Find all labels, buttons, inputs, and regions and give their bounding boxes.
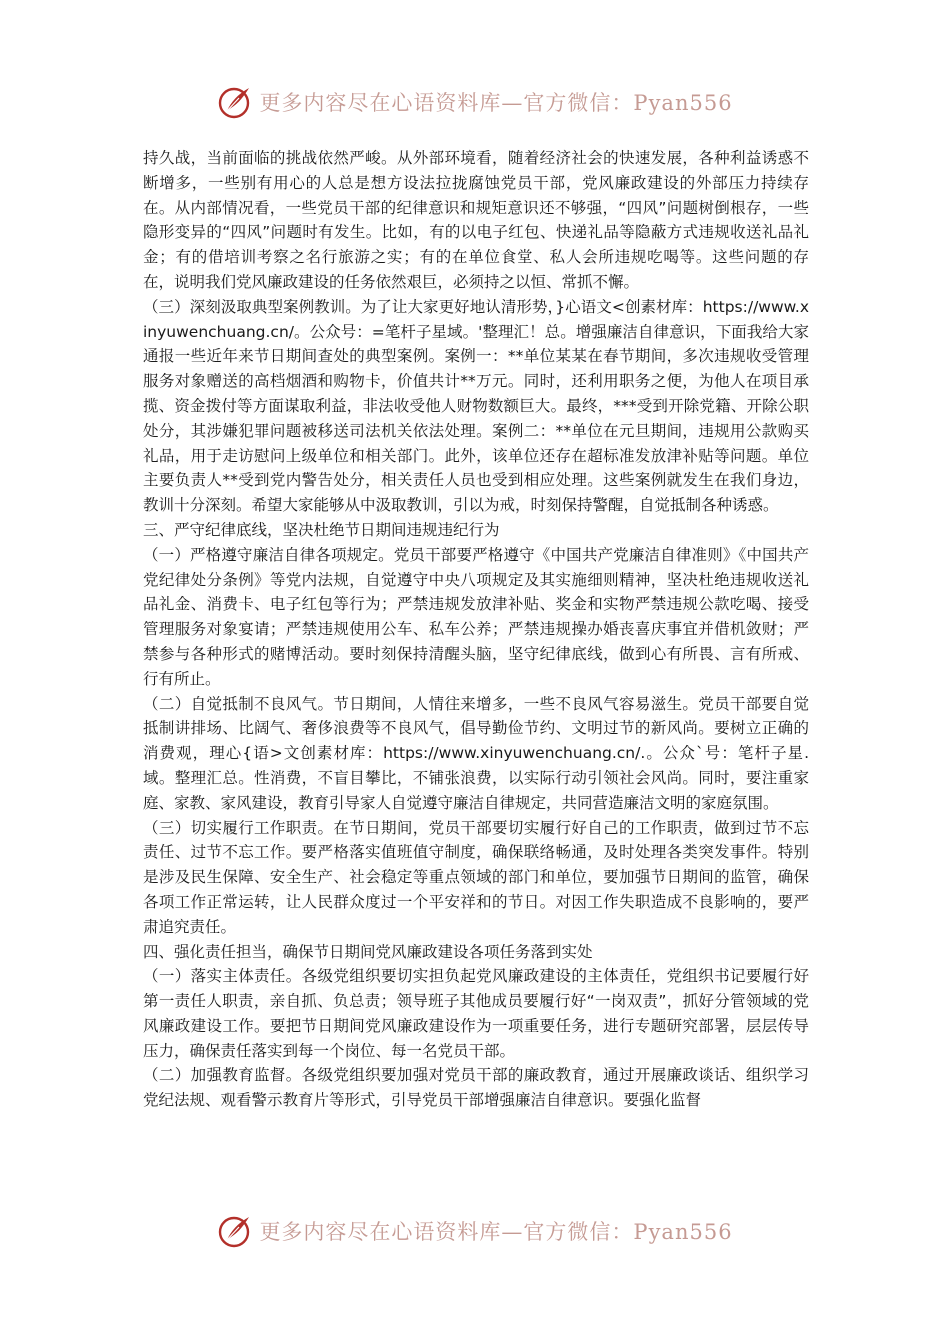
banner-text: 更多内容尽在心语资料库—官方微信：Pyan556 xyxy=(259,1220,733,1244)
paragraph: （一）严格遵守廉洁自律各项规定。党员干部要严格遵守《中国共产党廉洁自律准则》《中国共产党纪律处分条例》等党内法规，自觉遵守中央八项规定及其实施细则精神，坚决杜绝违规收送礼品礼金、消费卡、电子红包等行为；严禁违规发放津补贴、奖金和实物严禁违规公款吃喝、接受管理服务对象宴请；严禁违规使用公车、私车公养；严禁违规操办婚丧喜庆事宜并借机敛财；严禁参与各种形式的赌博活动。要时刻保持清醒头脑，坚守纪律底线，做到心有所畏、言有所戒、行有所止。 xyxy=(143,545,809,688)
section-heading: 三、严守纪律底线，坚决杜绝节日期间违规违纪行为 xyxy=(143,520,500,539)
paragraph: （三）深刻汲取典型案例教训。为了让大家更好地认清形势，}心语文<创素材库：https://www.xinyuwenchuang.cn/。公众号：=笔杆子星域。'整理汇！总。增强廉洁自律意识，下面我给大家通报一些近年来节日期间查处的典型案例。案例一：**单位某某在春节期间，多次违规收受管理服务对象赠送的高档烟酒和购物卡，价值共计**万元。同时，还利用职务之便，为他人在项目承揽、资金拨付等方面谋取利益，非法收受他人财物数额巨大。最终，***受到开除党籍、开除公职处分，其涉嫌犯罪问题被移送司法机关依法处理。案例二：**单位在元旦期间，违规用公款购买礼品，用于走访慰问上级单位和相关部门。此外，该单位还存在超标准发放津补贴等问题。单位主要负责人**受到党内警告处分，相关责任人员也受到相应处理。这些案例就发生在我们身边，教训十分深刻。希望大家能够从中汲取教训，引以为戒，时刻保持警醒，自觉抵制各种诱惑。 xyxy=(143,297,809,515)
banner-text: 更多内容尽在心语资料库—官方微信：Pyan556 xyxy=(259,91,733,115)
paragraph: （一）落实主体责任。各级党组织要切实担负起党风廉政建设的主体责任，党组织书记要履行好第一责任人职责，亲自抓、负总责；领导班子其他成员要履行好“一岗双责”，抓好分管领域的党风廉政建设工作。要把节日期间党风廉政建设作为一项重要任务，进行专题研究部署，层层传导压力，确保责任落实到每一个岗位、每一名党员干部。 xyxy=(143,967,809,1060)
paragraph: （二）自觉抵制不良风气。节日期间，人情往来增多，一些不良风气容易滋生。党员干部要自觉抵制讲排场、比阔气、奢侈浪费等不良风气，倡导勤俭节约、文明过节的新风尚。要树立正确的消费观，理心{语>文创素材库：https://www.xinyuwenchuang.cn/.。公众`号：笔杆子星.域。整理汇总。性消费，不盲目攀比，不铺张浪费，以实际行动引领社会风尚。同时，要注重家庭、家教、家风建设，教育引导家人自觉遵守廉洁自律规定，共同营造廉洁文明的家庭氛围。 xyxy=(143,694,809,812)
feather-pen-icon xyxy=(217,84,253,120)
footer-banner xyxy=(0,1209,950,1253)
document-body xyxy=(143,146,809,1113)
feather-pen-icon xyxy=(217,1213,253,1249)
paragraph: 持久战，当前面临的挑战依然严峻。从外部环境看，随着经济社会的快速发展，各种利益诱惑不断增多，一些别有用心的人总是想方设法拉拢腐蚀党员干部，党风廉政建设的外部压力持续存在。从内部情况看，一些党员干部的纪律意识和规矩意识还不够强，“四风”问题树倒根存，一些隐形变异的“四风”问题时有发生。比如，有的以电子红包、快递礼品等隐蔽方式违规收送礼品礼金；有的借培训考察之名行旅游之实；有的在单位食堂、私人会所违规吃喝等。这些问题的存在，说明我们党风廉政建设的任务依然艰巨，必须持之以恒、常抓不懈。 xyxy=(143,149,809,291)
header-banner xyxy=(0,80,950,124)
section-heading: 四、强化责任担当，确保节日期间党风廉政建设各项任务落到实处 xyxy=(143,942,593,961)
paragraph: （三）切实履行工作职责。在节日期间，党员干部要切实履行好自己的工作职责，做到过节不忘责任、过节不忘工作。要严格落实值班值守制度，确保联络畅通，及时处理各类突发事件。特别是涉及民生保障、安全生产、社会稳定等重点领域的部门和单位，要加强节日期间的监管，确保各项工作正常运转，让人民群众度过一个平安祥和的节日。对因工作失职造成不良影响的，要严肃追究责任。 xyxy=(143,818,809,936)
paragraph: （二）加强教育监督。各级党组织要加强对党员干部的廉政教育，通过开展廉政谈话、组织学习党纪法规、观看警示教育片等形式，引导党员干部增强廉洁自律意识。要强化监督 xyxy=(143,1066,809,1110)
